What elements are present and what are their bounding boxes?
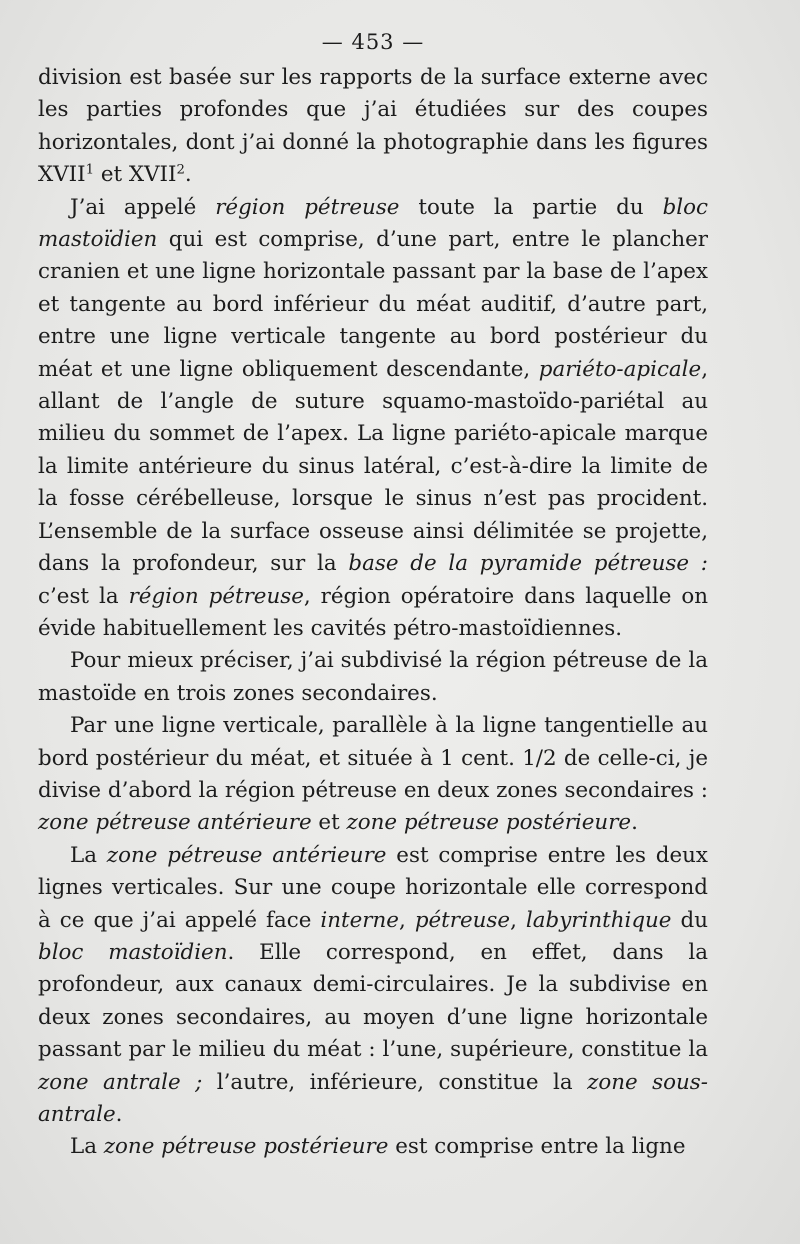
italic-term: zone pétreuse antérieure — [38, 810, 312, 836]
text-run: Par une ligne verticale, parallèle à la ligne tangentielle au bord postérieur du méat, et située à 1 cent. 1/2 de celle-ci, je divise d’abord la région pétreuse en deux zones secondaires : — [38, 713, 708, 803]
italic-term: zone pétreuse postérieure — [103, 1134, 389, 1160]
text-run: du — [671, 907, 708, 933]
italic-term: base de la pyramide pétreuse : — [348, 551, 708, 577]
text-run: l’autre, inférieure, constitue la — [202, 1069, 588, 1095]
text-run: est comprise entre la ligne — [388, 1134, 686, 1160]
italic-term: région pétreuse — [215, 194, 400, 220]
paragraph — [38, 1131, 708, 1163]
italic-term: zone pétreuse postérieure — [346, 810, 632, 836]
page-number: — 453 — — [321, 30, 425, 54]
italic-term: interne — [320, 907, 399, 933]
text-run: La — [70, 842, 107, 868]
italic-term: bloc mastoïdien — [38, 939, 228, 965]
italic-term: labyrinthique — [525, 907, 672, 933]
text-run: , région opératoire dans laquelle on évide habituellement les cavités pétro-mastoïdiennes. — [38, 583, 708, 641]
italic-term: pariéto-apicale — [538, 356, 702, 382]
text-run: qui est comprise, d’une part, entre le plancher cranien et une ligne horizontale passant par la base de l’apex et tangente au bord inférieur du méat auditif, d’autre part, entre une ligne verticale tangente au bord postérieur du méat et une ligne obliquement descendante, — [38, 227, 708, 382]
text-run: J’ai appelé — [70, 194, 216, 220]
text-run: est comprise entre les deux lignes verticales. Sur une coupe horizontale elle correspond à ce que j’ai appelé face — [38, 842, 708, 933]
paragraph — [38, 840, 708, 1132]
text-run: . — [115, 1102, 123, 1127]
italic-term: pétreuse — [414, 907, 511, 933]
text-run: Pour mieux préciser, j’ai subdivisé la région pétreuse de la mastoïde en trois zones secondaires. — [38, 648, 708, 706]
paragraph — [38, 710, 708, 840]
superscript: 1 — [85, 162, 95, 178]
paragraph — [38, 645, 708, 710]
text-run: , — [398, 907, 415, 933]
italic-term: bloc mastoïdien — [38, 194, 708, 253]
italic-term: zone antrale ; — [38, 1069, 203, 1095]
text-run: c’est la — [38, 583, 129, 609]
italic-term: zone sous-antrale — [38, 1069, 708, 1127]
paragraph — [38, 62, 708, 192]
text-run: et — [311, 810, 347, 836]
text-run: et XVII — [94, 162, 177, 188]
superscript: 2 — [176, 162, 185, 178]
text-run: division est basée sur les rapports de la surface externe avec les parties profondes que j’ai étudiées sur des coupes horizontales, dont j’ai donné la photographie dans les figures XVII — [38, 65, 708, 188]
italic-term: zone pétreuse antérieure — [106, 842, 387, 868]
text-run: . — [184, 162, 192, 188]
text-run: . Elle correspond, en effet, dans la profondeur, aux canaux demi-circulaires. Je la subdivise en deux zones secondaires, au moyen d’une ligne horizontale passant par le milieu du méat : l’une, supérieure, constitue la — [38, 939, 708, 1063]
text-run: toute la partie du — [399, 194, 663, 220]
paragraph — [38, 192, 708, 646]
text-run: La — [70, 1134, 104, 1160]
text-run: . — [631, 810, 638, 836]
italic-term: région pétreuse — [128, 583, 304, 609]
text-run: , — [510, 907, 526, 933]
text-run: , allant de l’angle de suture squamo-mastoïdo-pariétal au milieu du sommet de l’apex. La ligne pariéto-apicale marque la limite antérieure du sinus latéral, c’est-à-dire la limite de la fosse cérébelleuse, lorsque le sinus n’est pas procident. L’ensemble de la surface osseuse ainsi délimitée se projette, dans la profondeur, sur la — [38, 356, 708, 577]
